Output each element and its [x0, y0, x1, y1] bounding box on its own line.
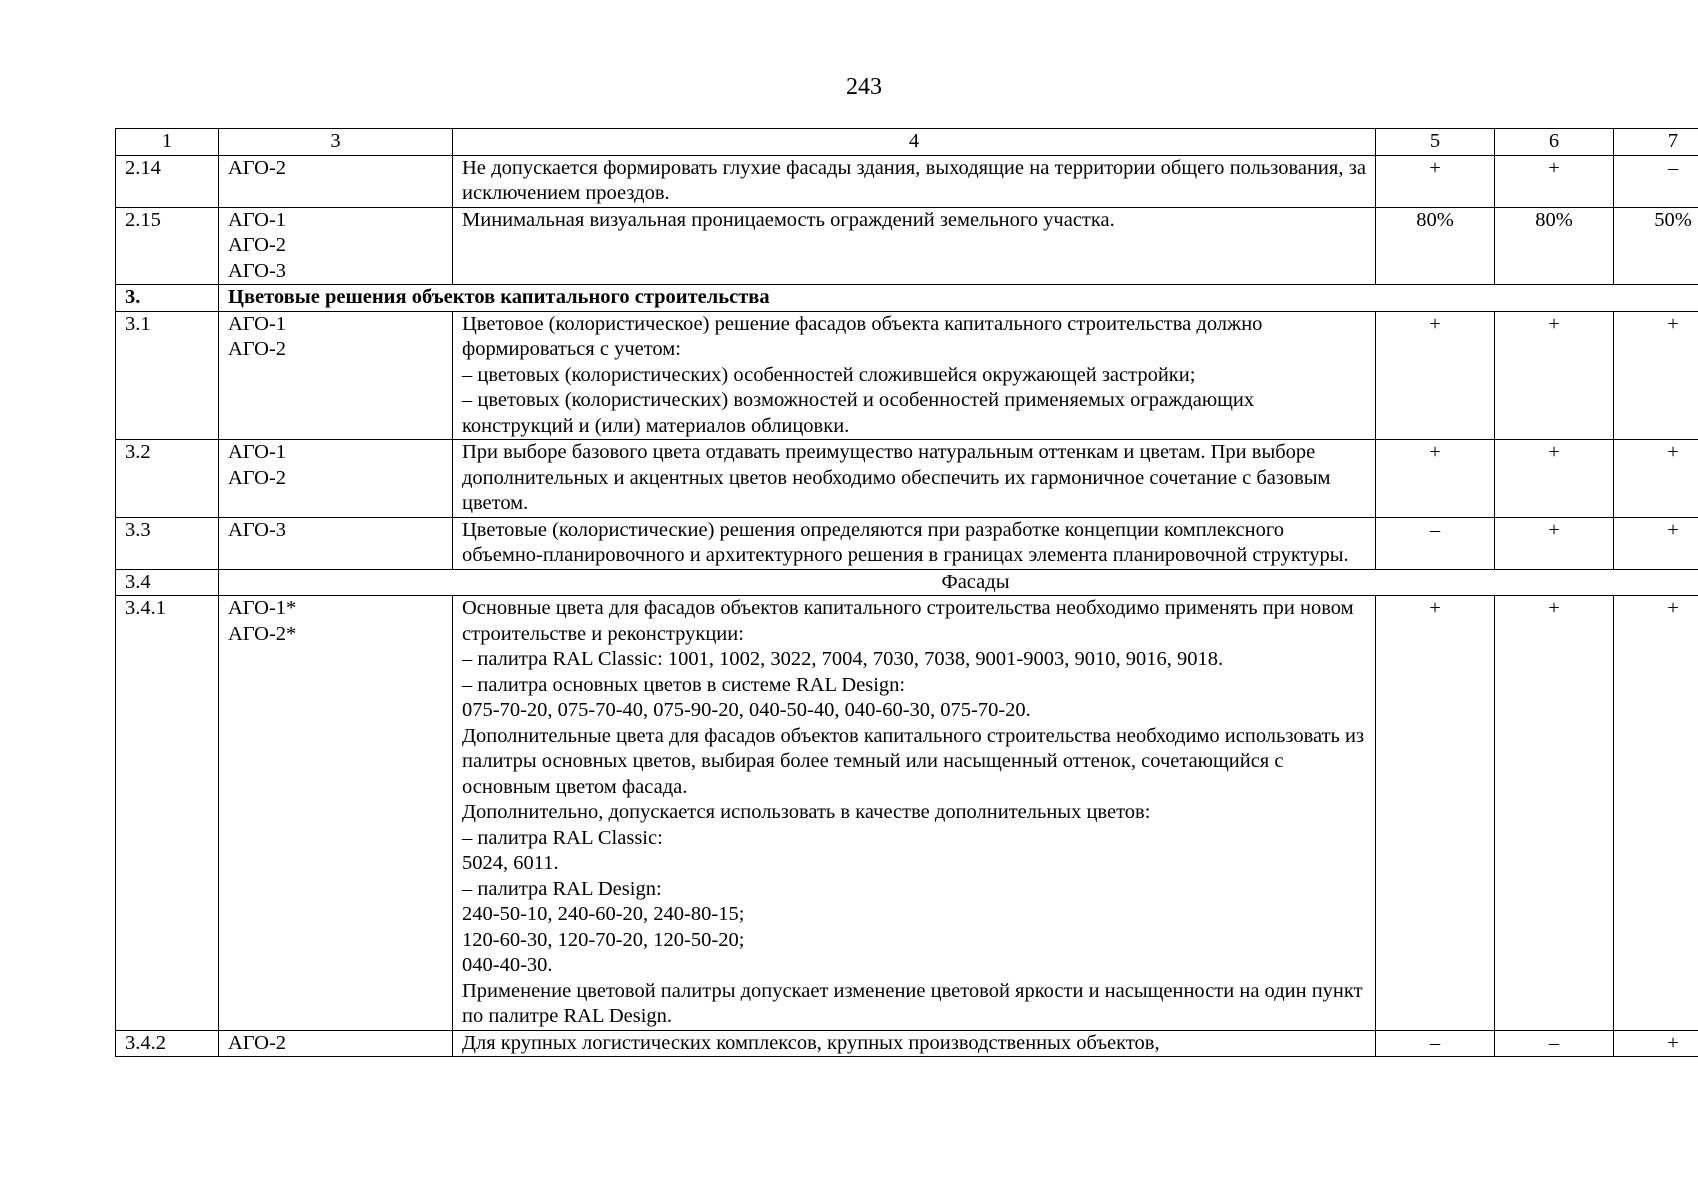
mark-col-5: + — [1376, 596, 1495, 1031]
mark-col-5: + — [1376, 440, 1495, 518]
section-title: Цветовые решения объектов капитального строительства — [219, 285, 1698, 312]
column-header: 5 — [1376, 129, 1495, 156]
section-number: 3. — [116, 285, 219, 312]
ago-zones: АГО-1 АГО-2 — [219, 311, 453, 440]
page-number: 243 — [846, 74, 882, 100]
table-row — [116, 596, 1698, 1031]
ago-zones: АГО-1 АГО-2 — [219, 440, 453, 518]
table-row — [116, 155, 1698, 207]
column-header: 3 — [219, 129, 453, 156]
mark-col-6: – — [1495, 1030, 1614, 1057]
mark-col-6: + — [1495, 311, 1614, 440]
section-row — [116, 285, 1698, 312]
mark-col-7: + — [1614, 517, 1698, 569]
mark-col-6: 80% — [1495, 207, 1614, 285]
mark-col-5: – — [1376, 1030, 1495, 1057]
row-number: 3.3 — [116, 517, 219, 569]
mark-col-7: + — [1614, 440, 1698, 518]
mark-col-6: + — [1495, 596, 1614, 1031]
ago-zones: АГО-1* АГО-2* — [219, 596, 453, 1031]
row-number: 3.4.2 — [116, 1030, 219, 1057]
mark-col-5: – — [1376, 517, 1495, 569]
mark-col-7: – — [1614, 155, 1698, 207]
ago-zones: АГО-2 — [219, 155, 453, 207]
mark-col-7: + — [1614, 596, 1698, 1031]
subsection-row — [116, 569, 1698, 596]
table-header-row — [116, 129, 1698, 156]
mark-col-5: + — [1376, 311, 1495, 440]
column-header: 7 — [1614, 129, 1698, 156]
table-row — [116, 1030, 1698, 1057]
ago-zones: АГО-2 — [219, 1030, 453, 1057]
requirement-text: Не допускается формировать глухие фасады здания, выходящие на территории общего пользования, за исключением проездов. — [453, 155, 1376, 207]
ago-zones: АГО-3 — [219, 517, 453, 569]
mark-col-5: + — [1376, 155, 1495, 207]
regulations-table — [115, 128, 1698, 1057]
ago-zones: АГО-1 АГО-2 АГО-3 — [219, 207, 453, 285]
row-number: 3.1 — [116, 311, 219, 440]
mark-col-7: + — [1614, 1030, 1698, 1057]
requirement-text: Для крупных логистических комплексов, крупных производственных объектов, — [453, 1030, 1376, 1057]
requirement-text: Цветовое (колористическое) решение фасадов объекта капитального строительства должно формироваться с учетом: – цветовых (колористических) особенностей сложившейся окружающей застройки; – цветовых (колористических) возможностей и особенностей применяемых ограждающих конструкций и (или) материалов облицовки. — [453, 311, 1376, 440]
mark-col-7: + — [1614, 311, 1698, 440]
table-row — [116, 440, 1698, 518]
requirement-text: Основные цвета для фасадов объектов капитального строительства необходимо применять при новом строительстве и реконструкции: – палитра RAL Classic: 1001, 1002, 3022, 7004, 7030, 7038, 9001-9003, 9010, 9016, 9018. – палитра основных цветов в системе RAL Design: 075-70-20, 075-70-40, 075-90-20, 040-50-40, 040-60-30, 075-70-20. Дополнительные цвета для фасадов объектов капитального строительства необходимо использовать из палитры основных цветов, выбирая более темный или насыщенный оттенок, сочетающийся с основным цветом фасада. Дополнительно, допускается использовать в качестве дополнительных цветов: – палитра RAL Classic: 5024, 6011. – палитра RAL Design: 240-50-10, 240-60-20, 240-80-15; 120-60-30, 120-70-20, 120-50-20; 040-40-30. Применение цветовой палитры допускает изменение цветовой яркости и насыщенности на один пункт по палитре RAL Design. — [453, 596, 1376, 1031]
mark-col-6: + — [1495, 155, 1614, 207]
mark-col-7: 50% — [1614, 207, 1698, 285]
mark-col-5: 80% — [1376, 207, 1495, 285]
subsection-title: Фасады — [219, 569, 1698, 596]
subsection-number: 3.4 — [116, 569, 219, 596]
row-number: 2.15 — [116, 207, 219, 285]
requirement-text: Минимальная визуальная проницаемость ограждений земельного участка. — [453, 207, 1376, 285]
column-header: 6 — [1495, 129, 1614, 156]
requirement-text: Цветовые (колористические) решения определяются при разработке концепции комплексного объемно-планировочного и архитектурного решения в границах элемента планировочной структуры. — [453, 517, 1376, 569]
table-row — [116, 517, 1698, 569]
mark-col-6: + — [1495, 440, 1614, 518]
table-row — [116, 311, 1698, 440]
row-number: 3.2 — [116, 440, 219, 518]
table-row — [116, 207, 1698, 285]
mark-col-6: + — [1495, 517, 1614, 569]
column-header: 1 — [116, 129, 219, 156]
requirement-text: При выборе базового цвета отдавать преимущество натуральным оттенкам и цветам. При выборе дополнительных и акцентных цветов необходимо обеспечить их гармоничное сочетание с базовым цветом. — [453, 440, 1376, 518]
row-number: 3.4.1 — [116, 596, 219, 1031]
row-number: 2.14 — [116, 155, 219, 207]
column-header: 4 — [453, 129, 1376, 156]
